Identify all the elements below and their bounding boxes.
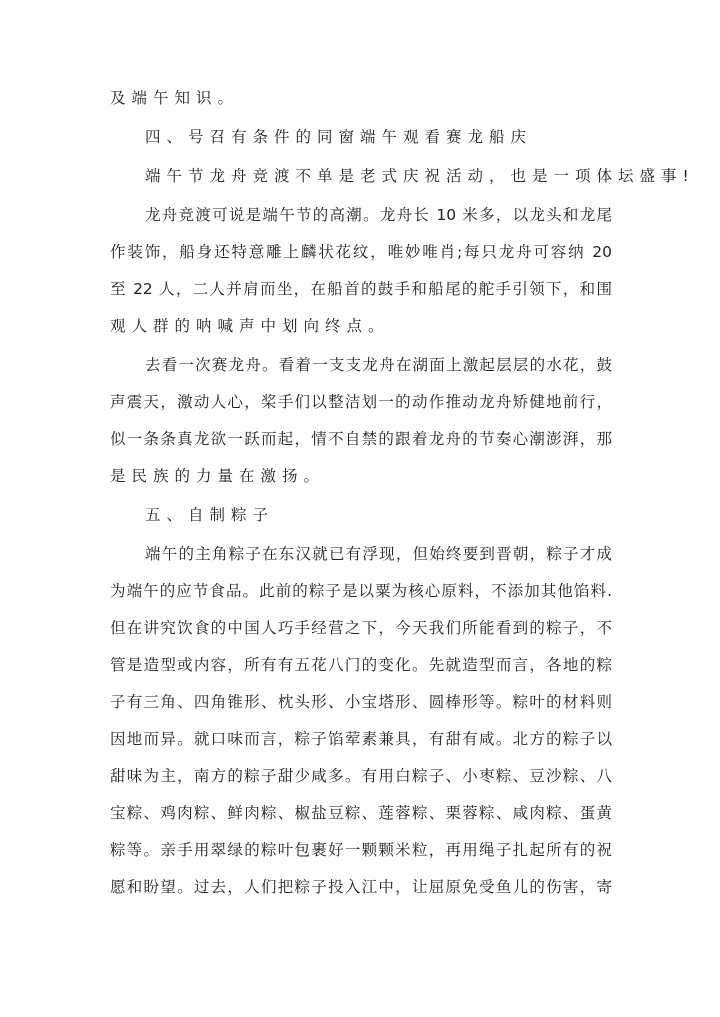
paragraph <box>110 86 612 123</box>
text-line: 端午节龙舟竞渡不单是老式庆祝活动，也是一项体坛盛事! <box>145 167 695 185</box>
text-line: 作装饰，船身还特意雕上麟状花纹，唯妙唯肖;每只龙舟可容纳 20 <box>110 243 612 261</box>
paragraph <box>110 353 612 501</box>
text-line: 观人群的呐喊声中划向终点。 <box>110 317 390 335</box>
paragraph <box>110 203 612 351</box>
document-page <box>110 86 695 914</box>
text-line: 管是造型或内容，所有有五花八门的变化。先就造型而言，各地的粽 <box>110 656 612 674</box>
paragraph <box>110 542 612 912</box>
text-line: 宝粽、鸡肉粽、鲜肉粽、椒盐豆粽、莲蓉粽、栗蓉粽、咸肉粽、蛋黄 <box>110 804 612 822</box>
text-line: 龙舟竞渡可说是端午节的高潮。龙舟长 10 米多，以龙头和龙尾 <box>145 206 612 224</box>
text-line: 粽等。亲手用翠绿的粽叶包裹好一颗颗米粒，再用绳子扎起所有的祝 <box>110 841 612 859</box>
text-line: 似一条条真龙欲一跃而起，情不自禁的跟着龙舟的节奏心潮澎湃，那 <box>110 430 612 448</box>
paragraph <box>110 125 612 162</box>
text-line: 为端午的应节食品。此前的粽子是以粟为核心原料，不添加其他馅料. <box>110 582 612 600</box>
text-line: 但在讲究饮食的中国人巧手经营之下，今天我们所能看到的粽子，不 <box>110 619 612 637</box>
text-line: 至 22 人，二人并肩而坐，在船首的鼓手和船尾的舵手引领下，和围 <box>110 280 612 298</box>
text-line: 甜味为主，南方的粽子甜少咸多。有用白粽子、小枣粽、豆沙粽、八 <box>110 767 612 785</box>
text-line: 子有三角、四角锥形、枕头形、小宝塔形、圆棒形等。粽叶的材料则 <box>110 693 612 711</box>
paragraph <box>110 503 612 540</box>
text-line: 声震天，激动人心，桨手们以整洁划一的动作推动龙舟矫健地前行， <box>110 393 612 411</box>
text-line: 及端午知识。 <box>110 89 240 107</box>
text-line: 是民族的力量在激扬。 <box>110 467 326 485</box>
text-line: 五、自制粽子 <box>145 506 275 524</box>
text-line: 去看一次赛龙舟。看着一支支龙舟在湖面上激起层层的水花，鼓 <box>145 356 612 374</box>
paragraph <box>110 164 695 201</box>
text-line: 愿和盼望。过去，人们把粽子投入江中，让屈原免受鱼儿的伤害，寄 <box>110 878 612 896</box>
text-line: 端午的主角粽子在东汉就已有浮现，但始终要到晋朝，粽子才成 <box>145 545 612 563</box>
text-line: 四、号召有条件的同窗端午观看赛龙船庆 <box>145 128 533 146</box>
text-line: 因地而异。就口味而言，粽子馅荤素兼具，有甜有咸。北方的粽子以 <box>110 730 612 748</box>
